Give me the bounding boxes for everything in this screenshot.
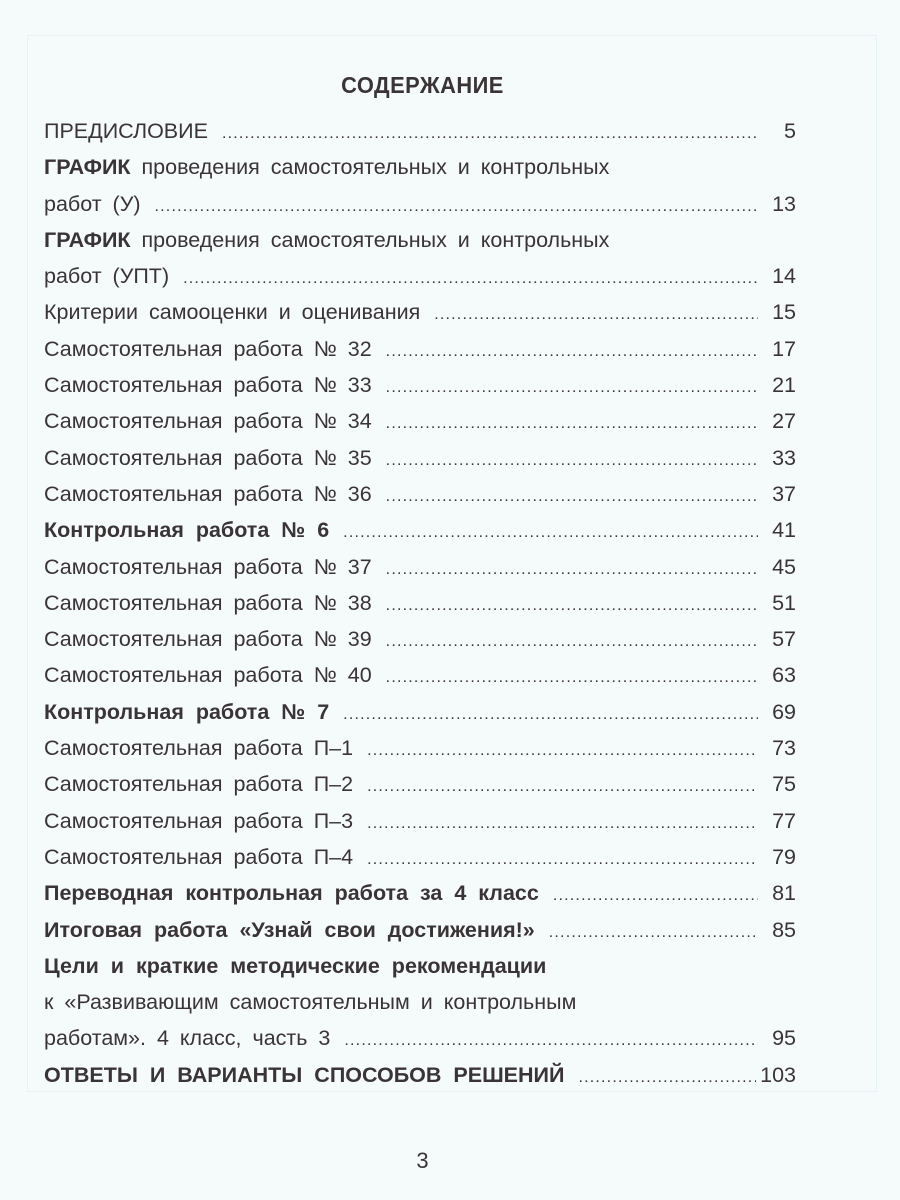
dot-leader — [386, 406, 758, 442]
toc-entry-srp2[interactable] — [44, 766, 796, 802]
toc-entry-title: Критерии самооценки и оценивания — [44, 300, 421, 325]
toc-entry-title-cont: работам». 4 класс, часть 3 — [44, 1026, 331, 1051]
toc-entry-criteria[interactable] — [44, 294, 796, 330]
toc-page-number: 5 — [784, 119, 796, 143]
toc-page-number: 63 — [772, 663, 796, 688]
toc-entry-srp4[interactable] — [44, 839, 796, 875]
dot-leader — [386, 334, 758, 370]
toc-entry-title: Самостоятельная работа № 36 — [44, 481, 372, 506]
dot-leader — [222, 116, 758, 152]
toc-page-number: 14 — [772, 264, 796, 289]
dot-leader — [344, 1023, 758, 1059]
toc-entry-title: проведения самостоятельных и контрольных — [130, 155, 610, 180]
dot-leader — [386, 552, 758, 588]
toc-page-number: 13 — [772, 191, 796, 216]
dot-leader — [386, 624, 758, 660]
dot-leader — [386, 370, 758, 406]
toc-entry-kr6[interactable] — [44, 512, 796, 548]
toc-entry-lead: ГРАФИК — [44, 227, 131, 252]
toc-entry-title: Самостоятельная работа П–4 — [44, 844, 354, 869]
toc-page-number: 69 — [772, 699, 796, 724]
dot-leader — [553, 878, 758, 914]
toc-page-number: 103 — [760, 1062, 796, 1087]
toc-entry-sr39[interactable] — [44, 621, 796, 657]
toc-entry-kr7[interactable] — [44, 694, 796, 730]
toc-entry-title: Самостоятельная работа № 38 — [44, 590, 372, 615]
toc-page-number: 51 — [772, 590, 796, 615]
toc-page-number: 37 — [772, 481, 796, 506]
toc-page-number: 15 — [772, 300, 796, 325]
toc-entry-title: Самостоятельная работа П–2 — [44, 772, 354, 797]
toc-page-number: 45 — [772, 554, 796, 579]
toc-entry-sr34[interactable] — [44, 403, 796, 439]
toc-page-number: 81 — [772, 881, 796, 906]
dot-leader — [367, 733, 758, 769]
toc-entry-title: Самостоятельная работа № 40 — [44, 663, 372, 688]
dot-leader — [343, 697, 758, 733]
toc-entry-title: ОТВЕТЫ И ВАРИАНТЫ СПОСОБОВ РЕШЕНИЙ — [44, 1062, 565, 1087]
toc-entry-title: Самостоятельная работа П–1 — [44, 736, 354, 761]
dot-leader — [386, 443, 758, 479]
toc-entry-sr36[interactable] — [44, 476, 796, 512]
table-of-contents — [44, 113, 796, 1093]
toc-entry-title: проведения самостоятельных и контрольных — [130, 227, 610, 252]
toc-entry-title: ПРЕДИСЛОВИЕ — [44, 119, 208, 143]
toc-page-number: 75 — [772, 772, 796, 797]
toc-entry-schedule-upt[interactable] — [44, 222, 796, 295]
dot-leader — [343, 515, 758, 551]
toc-page-number: 73 — [772, 736, 796, 761]
toc-entry-title-cont: работ (У) — [44, 191, 141, 216]
toc-page-number: 27 — [772, 409, 796, 434]
toc-entry-srp3[interactable] — [44, 803, 796, 839]
toc-page-number: 33 — [772, 445, 796, 470]
toc-page-number: 95 — [772, 1026, 796, 1051]
toc-page-number: 57 — [772, 627, 796, 652]
dot-leader — [386, 660, 758, 696]
toc-entry-preface[interactable] — [44, 113, 796, 149]
toc-entry-final-test[interactable] — [44, 912, 796, 948]
toc-entry-title-cont: к «Развивающим самостоятельным и контрольным — [44, 990, 577, 1015]
toc-entry-srp1[interactable] — [44, 730, 796, 766]
toc-entry-sr32[interactable] — [44, 331, 796, 367]
dot-leader — [434, 297, 758, 333]
toc-entry-goals[interactable] — [44, 948, 796, 1057]
dot-leader — [367, 769, 758, 805]
toc-entry-sr37[interactable] — [44, 549, 796, 585]
toc-entry-title: Самостоятельная работа П–3 — [44, 808, 354, 833]
dot-leader — [549, 915, 758, 951]
dot-leader — [386, 588, 758, 624]
dot-leader — [578, 1060, 756, 1096]
dot-leader — [386, 479, 758, 515]
toc-entry-title: Самостоятельная работа № 32 — [44, 336, 372, 361]
dot-leader — [367, 842, 758, 878]
toc-entry-title: Контрольная работа № 6 — [44, 518, 330, 543]
toc-page-number: 17 — [772, 336, 796, 361]
toc-entry-transfer-test[interactable] — [44, 875, 796, 911]
toc-entry-title: Самостоятельная работа № 33 — [44, 373, 372, 398]
toc-page-number: 79 — [772, 844, 796, 869]
toc-entry-title: Переводная контрольная работа за 4 класс — [44, 881, 539, 906]
toc-page-number: 85 — [772, 917, 796, 942]
toc-page-number: 21 — [772, 373, 796, 398]
toc-entry-schedule-u[interactable] — [44, 149, 796, 222]
toc-page-number: 41 — [772, 518, 796, 543]
toc-entry-sr35[interactable] — [44, 440, 796, 476]
dot-leader — [183, 261, 758, 297]
toc-entry-title: Самостоятельная работа № 39 — [44, 627, 372, 652]
toc-entry-sr40[interactable] — [44, 657, 796, 693]
toc-entry-title-cont: работ (УПТ) — [44, 264, 170, 289]
page-title: СОДЕРЖАНИЕ — [341, 72, 504, 98]
toc-entry-lead: ГРАФИК — [44, 155, 131, 180]
toc-entry-title: Самостоятельная работа № 34 — [44, 409, 372, 434]
page-number: 3 — [416, 1148, 429, 1173]
toc-entry-title: Самостоятельная работа № 35 — [44, 445, 372, 470]
toc-entry-title: Контрольная работа № 7 — [44, 699, 330, 724]
toc-entry-sr38[interactable] — [44, 585, 796, 621]
dot-leader — [367, 806, 758, 842]
toc-entry-title: Цели и краткие методические рекомендации — [44, 953, 547, 978]
toc-entry-sr33[interactable] — [44, 367, 796, 403]
toc-page-number: 77 — [772, 808, 796, 833]
toc-entry-title: Самостоятельная работа № 37 — [44, 554, 372, 579]
toc-entry-title: Итоговая работа «Узнай свои достижения!» — [44, 917, 535, 942]
toc-entry-answers[interactable] — [44, 1057, 796, 1093]
dot-leader — [155, 189, 758, 225]
